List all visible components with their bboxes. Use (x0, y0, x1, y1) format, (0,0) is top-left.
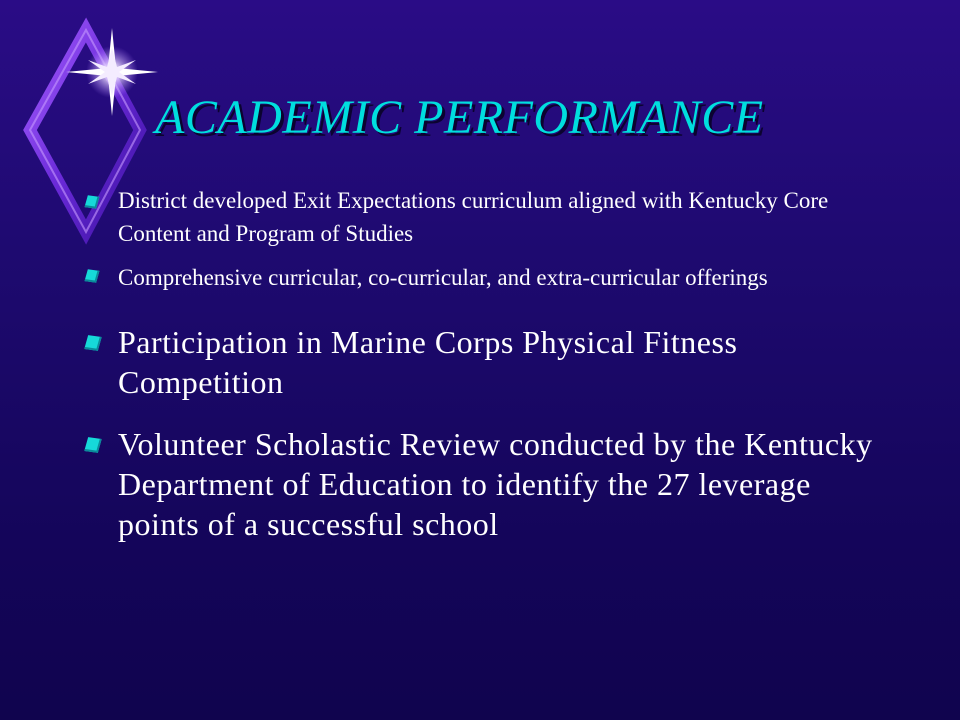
cyan-square-bullet-icon (85, 195, 100, 209)
cyan-square-bullet-icon (85, 269, 100, 283)
bullet-text: Comprehensive curricular, co-curricular, and extra-curricular offerings (118, 265, 768, 290)
slide-title: ACADEMIC PERFORMANCE (155, 91, 764, 144)
bullet-item (86, 184, 886, 250)
bullet-text: District developed Exit Expectations curriculum aligned with Kentucky Core Content and Program of Studies (118, 188, 829, 246)
bullet-item (86, 322, 886, 402)
bullet-item (86, 256, 886, 300)
bullet-item (86, 424, 886, 544)
bullet-list (86, 184, 886, 544)
cyan-square-bullet-icon (84, 437, 101, 453)
bullet-text: Participation in Marine Corps Physical Fitness Competition (118, 324, 738, 400)
cyan-square-bullet-icon (84, 335, 101, 351)
bullet-text: Volunteer Scholastic Review conducted by the Kentucky Department of Education to identify the 27 leverage points of a successful school (118, 426, 873, 542)
